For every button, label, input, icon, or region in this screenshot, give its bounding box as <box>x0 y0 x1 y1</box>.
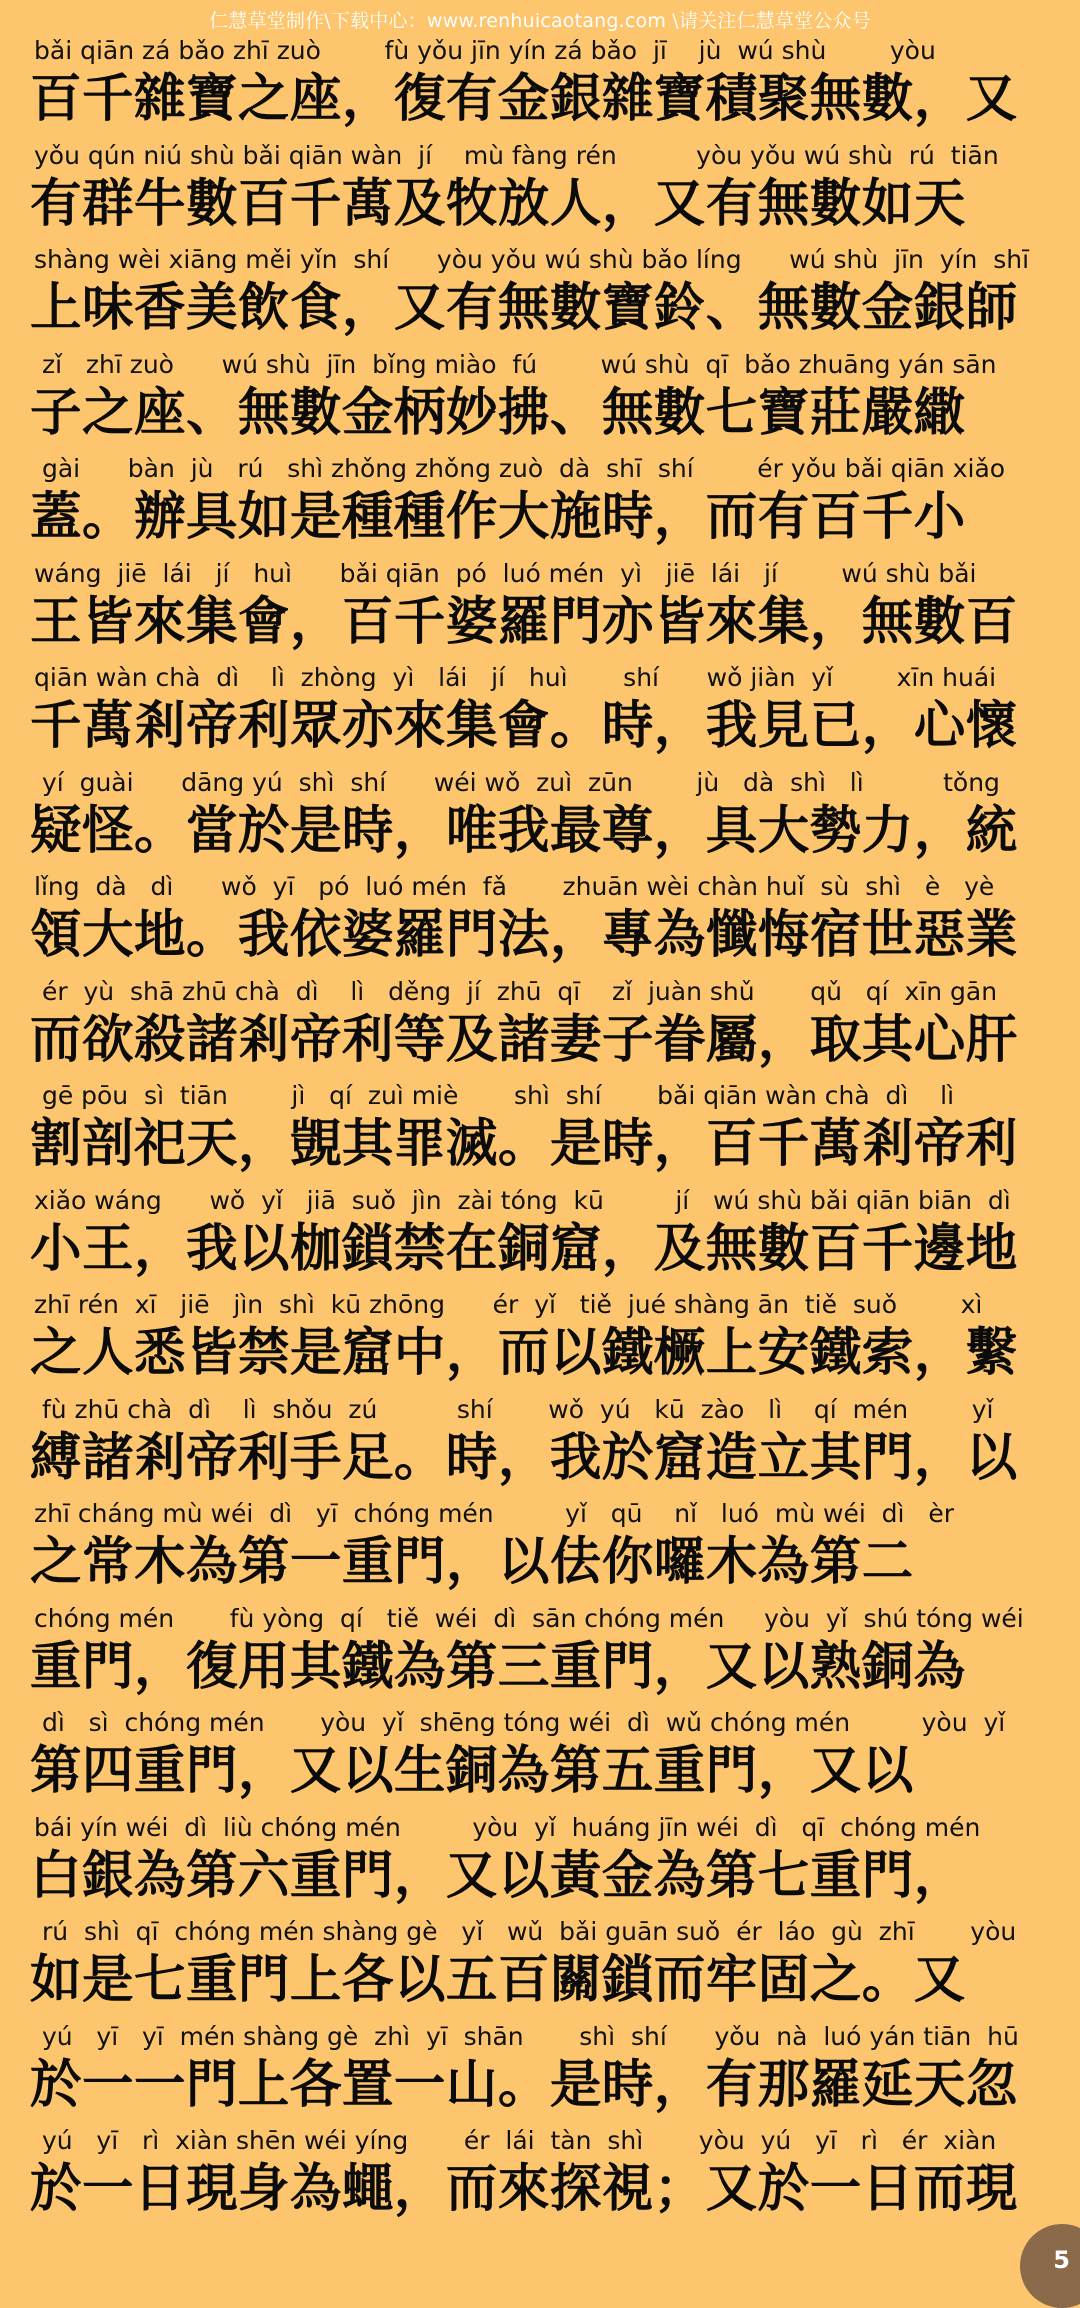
hanzi-line: 王皆來集會，百千婆羅門亦皆來集，無數百 <box>30 591 1018 652</box>
pinyin-line: zhī rén xī jiē jìn shì kū zhōng ér yǐ tiě jué shàng ān tiě suǒ xì <box>34 1290 983 1319</box>
text-line <box>30 1081 1046 1186</box>
pinyin-line: zǐ zhī zuò wú shù jīn bǐng miào fú wú shù qī bǎo zhuāng yán sān <box>34 349 997 379</box>
hanzi-line: 千萬剎帝利眾亦來集會。時，我見已，心懷 <box>30 696 1018 756</box>
text-line <box>30 245 1046 350</box>
hanzi-line: 領大地。我依婆羅門法，專為懺悔宿世惡業 <box>30 905 1018 965</box>
pinyin-line: gài bàn jù rú shì zhǒng zhǒng zuò dà shī shí ér yǒu bǎi qiān xiǎo <box>34 454 1006 483</box>
hanzi-line: 子之座、無數金柄妙拂、無數七寶莊嚴繖 <box>30 382 966 443</box>
pinyin-line: gē pōu sì tiān jì qí zuì miè shì shí bǎi qiān wàn chà dì lì <box>34 1081 955 1110</box>
text-line <box>30 2021 1046 2127</box>
text-line <box>30 1394 1046 1500</box>
hanzi-line: 於一日現身為蠅，而來探視；又於一日而現 <box>30 2159 1018 2219</box>
text-line <box>30 1290 1046 1395</box>
pinyin-line: shàng wèi xiāng měi yǐn shí yòu yǒu wú shù bǎo líng wú shù jīn yín shī <box>34 245 1030 274</box>
hanzi-line: 之人悉皆禁是窟中，而以鐵橛上安鐵索，繫 <box>30 1323 1018 1383</box>
hanzi-line: 於一一門上各置一山。是時，有那羅延天忽 <box>30 2054 1018 2115</box>
page-number-badge <box>1020 2224 1080 2308</box>
text-line <box>30 349 1046 455</box>
hanzi-line: 百千雜寶之座，復有金銀雜寶積聚無數，又 <box>30 69 1018 129</box>
text-line <box>30 454 1046 559</box>
hanzi-line: 重門，復用其鐵為第三重門，又以熟銅為 <box>30 1636 966 1697</box>
pinyin-line: dì sì chóng mén yòu yǐ shēng tóng wéi dì wǔ chóng mén yòu yǐ <box>34 1708 1006 1737</box>
text-line <box>30 976 1046 1082</box>
text-line <box>30 36 1046 141</box>
pinyin-line: wáng jiē lái jí huì bǎi qiān pó luó mén yì jiē lái jí wú shù bǎi <box>34 558 977 588</box>
pinyin-line: yǒu qún niú shù bǎi qiān wàn jí mù fàng rén yòu yǒu wú shù rú tiān <box>34 140 999 170</box>
pinyin-line: fù zhū chà dì lì shǒu zú shí wǒ yú kū zào lì qí mén yǐ <box>34 1394 994 1424</box>
hanzi-line: 疑怪。當於是時，唯我最尊，具大勢力，統 <box>30 800 1018 861</box>
text-line <box>30 1917 1046 2022</box>
text-line <box>30 558 1046 664</box>
hanzi-line: 上味香美飲食，又有無數寶鈴、無數金銀師 <box>30 278 1018 338</box>
pinyin-line: yú yī rì xiàn shēn wéi yíng ér lái tàn shì yòu yú yī rì ér xiàn <box>34 2126 997 2155</box>
page-header: 仁慧草堂制作\下载中心：www.renhuicaotang.com \请关注仁慧草堂公众号 <box>209 10 871 32</box>
pinyin-line: zhī cháng mù wéi dì yī chóng mén yǐ qū nǐ luó mù wéi dì èr <box>34 1499 954 1528</box>
text-line <box>30 1185 1046 1291</box>
pinyin-line: yú yī yī mén shàng gè zhì yī shān shì shí yǒu nà luó yán tiān hū <box>34 2021 1019 2051</box>
pinyin-line: chóng mén fù yòng qí tiě wéi dì sān chóng mén yòu yǐ shú tóng wéi <box>34 1603 1024 1633</box>
hanzi-line: 縛諸剎帝利手足。時，我於窟造立其門，以 <box>30 1427 1018 1488</box>
pinyin-line: bái yín wéi dì liù chóng mén yòu yǐ huáng jīn wéi dì qī chóng mén <box>34 1812 981 1842</box>
hanzi-line: 如是七重門上各以五百關鎖而牢固之。又 <box>30 1950 966 2010</box>
pinyin-line: lǐng dà dì wǒ yī pó luó mén fǎ zhuān wèi chàn huǐ sù shì è yè <box>34 872 995 901</box>
hanzi-line: 小王，我以枷鎖禁在銅窟，及無數百千邊地 <box>30 1218 1018 1279</box>
text-line <box>30 1603 1046 1709</box>
text-line <box>30 767 1046 873</box>
text-line <box>30 1708 1046 1813</box>
hanzi-line: 割剖祀天，覬其罪滅。是時，百千萬剎帝利 <box>30 1114 1018 1174</box>
text-line <box>30 2126 1046 2231</box>
pinyin-line: qiān wàn chà dì lì zhòng yì lái jí huì shí wǒ jiàn yǐ xīn huái <box>34 663 997 692</box>
text-line <box>30 872 1046 977</box>
pinyin-line: xiǎo wáng wǒ yǐ jiā suǒ jìn zài tóng kū jí wú shù bǎi qiān biān dì <box>34 1185 1011 1215</box>
text-line <box>30 1499 1046 1604</box>
pinyin-line: rú shì qī chóng mén shàng gè yǐ wǔ bǎi guān suǒ ér láo gù zhī yòu <box>34 1917 1017 1946</box>
text-body <box>30 36 1046 2231</box>
pinyin-line: yí guài dāng yú shì shí wéi wǒ zuì zūn jù dà shì lì tǒng <box>34 767 1000 797</box>
hanzi-line: 蓋。辦具如是種種作大施時，而有百千小 <box>30 487 966 547</box>
text-line <box>30 663 1046 768</box>
pinyin-line: ér yù shā zhū chà dì lì děng jí zhū qī zǐ juàn shǔ qǔ qí xīn gān <box>34 976 998 1006</box>
hanzi-line: 有群牛數百千萬及牧放人，又有無數如天 <box>30 173 966 234</box>
pinyin-line: bǎi qiān zá bǎo zhī zuò fù yǒu jīn yín zá bǎo jī jù wú shù yòu <box>34 36 936 65</box>
hanzi-line: 白銀為第六重門，又以黃金為第七重門， <box>30 1845 966 1906</box>
hanzi-line: 之常木為第一重門，以佉你囉木為第二 <box>30 1532 914 1592</box>
hanzi-line: 第四重門，又以生銅為第五重門，又以 <box>30 1741 914 1801</box>
page-number: 5 <box>1053 2246 1070 2274</box>
text-line <box>30 1812 1046 1918</box>
hanzi-line: 而欲殺諸剎帝利等及諸妻子眷屬，取其心肝 <box>30 1009 1018 1070</box>
text-line <box>30 140 1046 246</box>
